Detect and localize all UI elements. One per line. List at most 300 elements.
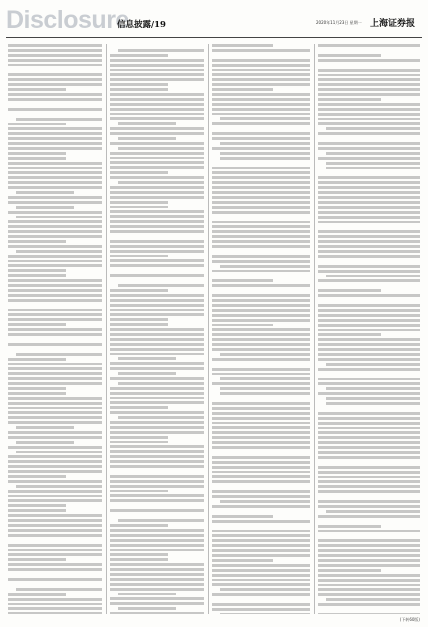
text-line bbox=[110, 573, 204, 576]
text-line bbox=[110, 553, 168, 556]
text-line bbox=[8, 225, 102, 228]
text-line bbox=[318, 304, 420, 307]
text-line bbox=[318, 196, 420, 199]
text-line bbox=[212, 549, 310, 552]
text-line bbox=[318, 422, 420, 425]
text-line bbox=[8, 186, 102, 189]
text-line bbox=[212, 299, 310, 302]
text-line bbox=[110, 176, 204, 179]
text-line bbox=[212, 196, 310, 199]
text-line bbox=[318, 279, 420, 282]
text-line bbox=[8, 279, 102, 282]
text-line bbox=[318, 181, 420, 184]
text-line bbox=[212, 382, 310, 385]
text-line bbox=[8, 123, 66, 126]
text-line bbox=[318, 309, 420, 312]
text-line bbox=[8, 245, 102, 248]
text-line bbox=[212, 294, 310, 297]
text-line bbox=[212, 59, 310, 62]
text-line bbox=[318, 176, 420, 179]
text-line bbox=[110, 588, 204, 591]
text-line bbox=[318, 250, 420, 253]
text-line bbox=[212, 211, 310, 214]
text-line bbox=[110, 421, 204, 424]
text-line bbox=[220, 392, 310, 395]
text-line bbox=[212, 490, 310, 493]
text-line bbox=[110, 191, 204, 194]
text-line bbox=[110, 225, 204, 228]
text-line bbox=[212, 333, 310, 336]
text-line bbox=[110, 544, 204, 547]
text-line bbox=[110, 509, 204, 512]
text-line bbox=[110, 558, 168, 561]
text-line bbox=[318, 289, 381, 292]
text-line bbox=[212, 407, 310, 410]
text-line bbox=[220, 500, 310, 503]
text-line bbox=[110, 367, 204, 370]
text-line bbox=[212, 176, 310, 179]
text-line bbox=[212, 436, 310, 439]
text-line bbox=[318, 44, 420, 47]
text-column-3 bbox=[212, 44, 310, 614]
text-line bbox=[110, 397, 204, 400]
text-line bbox=[212, 564, 310, 567]
text-line bbox=[8, 147, 102, 150]
text-line bbox=[110, 201, 168, 204]
text-column-4 bbox=[318, 44, 420, 614]
text-line bbox=[212, 579, 310, 582]
text-line bbox=[8, 504, 66, 507]
text-line bbox=[8, 387, 66, 390]
text-line bbox=[318, 579, 420, 582]
text-line bbox=[318, 324, 420, 327]
text-line bbox=[110, 113, 204, 116]
text-line bbox=[318, 338, 420, 341]
text-line bbox=[110, 328, 204, 331]
text-line bbox=[8, 490, 102, 493]
text-line bbox=[318, 142, 420, 145]
text-line bbox=[110, 445, 204, 448]
text-line bbox=[318, 446, 420, 449]
text-line bbox=[110, 210, 204, 213]
text-line bbox=[16, 485, 102, 488]
text-line bbox=[212, 319, 310, 322]
text-line bbox=[8, 78, 102, 81]
text-line bbox=[8, 93, 102, 96]
text-line bbox=[110, 88, 168, 91]
text-line bbox=[326, 162, 420, 165]
masthead-rule bbox=[6, 37, 422, 38]
text-line bbox=[8, 392, 66, 395]
text-line bbox=[212, 373, 310, 376]
text-line bbox=[212, 147, 310, 150]
text-line bbox=[220, 142, 310, 145]
text-line bbox=[110, 157, 204, 160]
text-line bbox=[110, 348, 204, 351]
text-line bbox=[318, 74, 420, 77]
text-line bbox=[318, 343, 420, 346]
text-line bbox=[318, 476, 420, 479]
text-line bbox=[318, 358, 420, 361]
text-line bbox=[110, 480, 204, 483]
text-line bbox=[8, 407, 102, 410]
text-line bbox=[118, 416, 204, 419]
text-line bbox=[118, 49, 204, 52]
text-line bbox=[110, 362, 204, 365]
text-line bbox=[110, 578, 204, 581]
text-line bbox=[212, 574, 310, 577]
text-line bbox=[110, 387, 204, 390]
text-line bbox=[8, 578, 102, 581]
text-line bbox=[118, 147, 204, 150]
text-line bbox=[110, 240, 204, 243]
text-line bbox=[110, 132, 204, 135]
text-line bbox=[8, 514, 102, 517]
text-line bbox=[8, 372, 102, 375]
text-line bbox=[8, 499, 102, 502]
text-line bbox=[8, 603, 102, 606]
text-line bbox=[110, 78, 204, 81]
text-line bbox=[212, 520, 310, 523]
text-line bbox=[110, 426, 204, 429]
text-line bbox=[110, 401, 204, 404]
text-line bbox=[318, 471, 420, 474]
text-line bbox=[110, 612, 204, 614]
text-line bbox=[318, 333, 381, 336]
text-line bbox=[318, 427, 420, 430]
text-line bbox=[212, 235, 310, 238]
text-line bbox=[212, 324, 273, 327]
text-line bbox=[212, 186, 310, 189]
text-line bbox=[110, 259, 204, 262]
text-line bbox=[318, 382, 420, 385]
text-line bbox=[110, 460, 204, 463]
text-line bbox=[212, 539, 310, 542]
text-line bbox=[16, 250, 102, 253]
issue-date: 2020年11月23日 星期一 bbox=[316, 20, 362, 25]
text-line bbox=[8, 235, 102, 238]
text-line bbox=[318, 54, 381, 57]
text-line bbox=[326, 167, 420, 170]
text-line bbox=[318, 593, 420, 596]
text-line bbox=[110, 318, 168, 321]
text-line bbox=[212, 137, 310, 140]
text-line bbox=[212, 402, 310, 405]
text-line bbox=[110, 392, 204, 395]
text-line bbox=[318, 456, 420, 459]
text-line bbox=[212, 348, 310, 351]
text-line bbox=[110, 529, 204, 532]
text-line bbox=[8, 181, 102, 184]
text-line bbox=[318, 559, 420, 562]
text-line bbox=[8, 318, 102, 321]
text-line bbox=[220, 353, 310, 356]
text-line bbox=[110, 161, 204, 164]
text-line bbox=[110, 490, 168, 493]
continuation-note: (下转60版) bbox=[399, 617, 420, 622]
text-line bbox=[110, 152, 204, 155]
text-line bbox=[212, 480, 310, 483]
text-line bbox=[110, 568, 204, 571]
text-line bbox=[212, 98, 310, 101]
text-line bbox=[110, 323, 168, 326]
text-line bbox=[110, 73, 204, 76]
text-line bbox=[212, 167, 310, 170]
text-line bbox=[8, 264, 102, 267]
text-line bbox=[212, 93, 310, 96]
text-line bbox=[212, 422, 310, 425]
text-line bbox=[212, 475, 310, 478]
text-line bbox=[110, 411, 204, 414]
text-line bbox=[318, 319, 420, 322]
text-line bbox=[318, 544, 420, 547]
text-line bbox=[118, 122, 176, 125]
text-line bbox=[110, 343, 204, 346]
section-title: 信息披露/19 bbox=[117, 20, 166, 30]
text-line bbox=[318, 348, 420, 351]
text-line bbox=[8, 201, 102, 204]
text-line bbox=[8, 553, 102, 556]
text-line bbox=[318, 122, 420, 125]
text-line bbox=[212, 603, 310, 606]
text-line bbox=[8, 455, 102, 458]
text-line bbox=[318, 103, 420, 106]
text-line bbox=[8, 534, 102, 537]
text-line bbox=[110, 142, 204, 145]
text-line bbox=[110, 250, 204, 253]
text-line bbox=[318, 201, 420, 204]
text-line bbox=[110, 274, 204, 277]
text-line bbox=[110, 431, 204, 434]
text-line bbox=[8, 382, 102, 385]
text-line bbox=[110, 563, 204, 566]
text-line bbox=[212, 515, 273, 518]
text-line bbox=[318, 378, 420, 381]
text-line bbox=[318, 490, 420, 493]
text-line bbox=[8, 313, 102, 316]
text-line bbox=[110, 406, 168, 409]
text-line bbox=[8, 367, 102, 370]
text-column-1 bbox=[8, 44, 102, 614]
text-line bbox=[318, 584, 420, 587]
text-line bbox=[110, 304, 204, 307]
text-line bbox=[8, 255, 102, 258]
text-line bbox=[8, 309, 102, 312]
text-line bbox=[318, 588, 420, 591]
text-line bbox=[16, 588, 102, 591]
text-line bbox=[318, 417, 420, 420]
text-line bbox=[8, 598, 102, 601]
text-line bbox=[212, 328, 310, 331]
text-line bbox=[110, 127, 204, 130]
text-line bbox=[110, 98, 204, 101]
text-line bbox=[110, 455, 204, 458]
text-line bbox=[318, 436, 420, 439]
text-line bbox=[8, 416, 102, 419]
column-divider bbox=[314, 44, 315, 614]
text-line bbox=[212, 446, 310, 449]
text-line bbox=[212, 73, 310, 76]
text-line bbox=[110, 230, 204, 233]
text-line bbox=[8, 328, 102, 331]
text-line bbox=[318, 69, 420, 72]
text-line bbox=[220, 387, 310, 390]
text-line bbox=[212, 338, 310, 341]
text-line bbox=[110, 255, 168, 258]
text-line bbox=[110, 602, 204, 605]
text-line bbox=[110, 54, 168, 57]
text-line bbox=[8, 142, 102, 145]
text-line bbox=[8, 470, 102, 473]
text-line bbox=[110, 465, 204, 468]
text-line bbox=[8, 475, 66, 478]
text-line bbox=[318, 530, 420, 533]
text-line bbox=[118, 372, 176, 375]
text-line bbox=[220, 613, 310, 614]
text-line bbox=[110, 103, 204, 106]
text-line bbox=[318, 270, 420, 273]
text-line bbox=[212, 191, 310, 194]
text-line bbox=[110, 117, 204, 120]
text-line bbox=[212, 456, 310, 459]
text-line bbox=[318, 569, 381, 572]
text-line bbox=[8, 480, 102, 483]
text-line bbox=[326, 275, 420, 278]
text-line bbox=[110, 436, 168, 439]
text-line bbox=[8, 289, 102, 292]
text-line bbox=[212, 113, 310, 116]
text-line bbox=[118, 382, 204, 385]
text-line bbox=[212, 279, 273, 282]
text-line bbox=[8, 509, 66, 512]
text-line bbox=[212, 471, 310, 474]
text-line bbox=[8, 108, 102, 111]
text-line bbox=[110, 289, 168, 292]
text-line bbox=[16, 216, 102, 219]
text-line bbox=[110, 549, 204, 552]
text-line bbox=[212, 309, 310, 312]
text-line bbox=[212, 417, 310, 420]
text-line bbox=[8, 465, 102, 468]
text-line bbox=[8, 167, 102, 170]
text-line bbox=[8, 524, 102, 527]
text-line bbox=[118, 181, 204, 184]
text-line bbox=[212, 88, 273, 91]
text-line bbox=[212, 270, 310, 273]
text-line bbox=[318, 353, 420, 356]
text-line bbox=[110, 93, 204, 96]
text-line bbox=[318, 255, 420, 258]
text-line bbox=[8, 431, 102, 434]
text-line bbox=[318, 186, 420, 189]
text-line bbox=[318, 191, 420, 194]
text-line bbox=[318, 206, 420, 209]
text-line bbox=[8, 49, 102, 52]
text-line bbox=[212, 569, 310, 572]
text-line bbox=[110, 171, 168, 174]
text-line bbox=[212, 314, 310, 317]
text-line bbox=[110, 220, 204, 223]
text-line bbox=[16, 191, 74, 194]
text-line bbox=[110, 338, 204, 341]
text-line bbox=[318, 294, 420, 297]
text-line bbox=[212, 530, 310, 533]
text-line bbox=[318, 98, 381, 101]
text-line bbox=[326, 598, 420, 601]
text-line bbox=[212, 426, 310, 429]
text-line bbox=[212, 171, 310, 174]
text-line bbox=[8, 196, 102, 199]
text-line bbox=[8, 220, 102, 223]
text-line bbox=[212, 132, 310, 135]
text-line bbox=[326, 152, 420, 155]
text-line bbox=[212, 441, 310, 444]
text-line bbox=[110, 264, 204, 267]
text-line bbox=[110, 83, 168, 86]
text-line bbox=[212, 495, 310, 498]
text-line bbox=[110, 485, 204, 488]
text-line bbox=[8, 171, 102, 174]
text-line bbox=[8, 397, 102, 400]
text-line bbox=[8, 402, 102, 405]
text-line bbox=[212, 466, 310, 469]
text-line bbox=[318, 412, 420, 415]
text-line bbox=[8, 358, 66, 361]
text-line bbox=[318, 480, 420, 483]
text-line bbox=[318, 265, 420, 268]
text-line bbox=[318, 539, 420, 542]
text-line bbox=[318, 147, 420, 150]
text-line bbox=[110, 313, 204, 316]
text-line bbox=[8, 64, 102, 67]
text-line bbox=[212, 343, 310, 346]
text-line bbox=[110, 69, 204, 72]
text-line bbox=[8, 98, 102, 101]
text-line bbox=[212, 206, 310, 209]
text-line bbox=[110, 377, 204, 380]
text-line bbox=[110, 196, 204, 199]
text-line bbox=[8, 460, 102, 463]
text-line bbox=[318, 466, 420, 469]
text-line bbox=[318, 245, 420, 248]
text-line bbox=[212, 44, 273, 47]
text-line bbox=[8, 421, 102, 424]
text-line bbox=[8, 363, 102, 366]
text-line bbox=[212, 544, 310, 547]
text-line bbox=[118, 284, 204, 287]
text-line bbox=[8, 284, 102, 287]
text-line bbox=[110, 186, 204, 189]
text-line bbox=[118, 593, 176, 596]
text-line bbox=[110, 166, 204, 169]
text-line bbox=[8, 411, 102, 414]
text-line bbox=[8, 343, 102, 346]
text-line bbox=[118, 357, 176, 360]
text-line bbox=[8, 59, 102, 62]
text-line bbox=[318, 554, 420, 557]
text-line bbox=[16, 118, 102, 121]
text-line bbox=[212, 64, 310, 67]
text-line bbox=[318, 431, 420, 434]
text-line bbox=[8, 73, 102, 76]
text-line bbox=[8, 240, 66, 243]
text-line bbox=[212, 245, 310, 248]
text-line bbox=[8, 260, 102, 263]
text-line bbox=[212, 304, 310, 307]
text-line bbox=[8, 152, 66, 155]
text-line bbox=[110, 475, 204, 478]
text-line bbox=[8, 549, 102, 552]
